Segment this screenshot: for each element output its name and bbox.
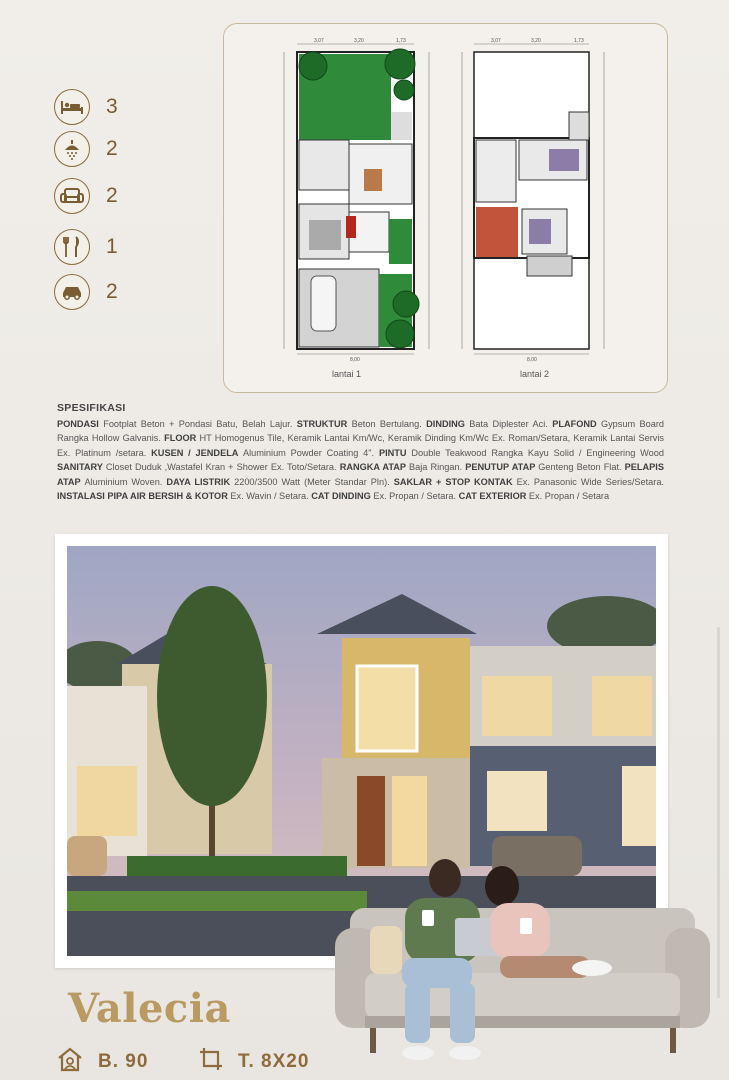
dining-count: 1 bbox=[106, 235, 118, 258]
spec-key: CAT DINDING bbox=[311, 491, 374, 502]
spec-key: KUSEN / JENDELA bbox=[151, 447, 243, 458]
feature-bedrooms bbox=[54, 89, 118, 125]
land-area-icon bbox=[198, 1046, 224, 1077]
land-size-label: T. 8X20 bbox=[238, 1050, 310, 1072]
spec-key: CAT EXTERIOR bbox=[458, 491, 529, 502]
spec-key: RANGKA ATAP bbox=[339, 462, 409, 473]
building-size bbox=[56, 1046, 148, 1077]
dim-label: 8,00 bbox=[350, 357, 360, 363]
spec-key: DAYA LISTRIK bbox=[166, 476, 235, 487]
spec-value: Beton Bertulang. bbox=[351, 419, 427, 429]
dim-label: 8,00 bbox=[527, 357, 537, 363]
dim-label: 1,73 bbox=[396, 38, 406, 44]
spec-value: Bata Diplester Aci. bbox=[469, 419, 553, 429]
spec-value: Baja Ringan. bbox=[408, 462, 466, 473]
bedroom-count: 3 bbox=[106, 95, 118, 118]
spec-key: PONDASI bbox=[57, 419, 104, 429]
dining-icon bbox=[54, 229, 90, 265]
carport-count: 2 bbox=[106, 280, 118, 303]
feature-bathrooms bbox=[54, 131, 118, 167]
spec-value: 2200/3500 Watt (Meter Standar Pln). bbox=[234, 476, 394, 487]
feature-dining bbox=[54, 229, 118, 265]
building-size-label: B. 90 bbox=[98, 1050, 149, 1072]
spec-value: Ex. Propan / Setara. bbox=[373, 491, 459, 502]
dim-label: 3,07 bbox=[314, 38, 324, 44]
spec-value: HT Homogenus Tile, Keramik Lantai Km/Wc, Keramik Dinding Km/Wc Ex. Roman/Setara, Keramik Lantai Servis Ex. Platinum /setara. bbox=[57, 433, 664, 458]
floor1-label: lantai 1 bbox=[332, 369, 362, 379]
bathroom-count: 2 bbox=[106, 137, 118, 160]
sofa-couple-image bbox=[330, 858, 715, 1073]
product-name: Valecia bbox=[68, 985, 231, 1032]
feature-living bbox=[54, 178, 118, 214]
sofa-icon bbox=[54, 178, 90, 214]
spec-value: Gypsum Board Rangka Hollow Galvanis. bbox=[57, 419, 664, 444]
spec-key: PLAFOND bbox=[552, 419, 601, 429]
shower-icon bbox=[54, 131, 90, 167]
spec-key: PINTU bbox=[378, 447, 412, 458]
feature-carport bbox=[54, 274, 118, 310]
spec-value: Ex. Panasonic Wide Series/Setara. bbox=[516, 476, 664, 487]
spec-value: Footplat Beton + Pondasi Batu, Belah Lajur. bbox=[103, 419, 297, 429]
spec-value: Ex. Wavin / Setara. bbox=[230, 491, 312, 502]
spec-key: PENUTUP ATAP bbox=[465, 462, 539, 473]
spec-key: DINDING bbox=[426, 419, 470, 429]
car-icon bbox=[54, 274, 90, 310]
land-size bbox=[198, 1046, 309, 1077]
spec-body bbox=[57, 417, 664, 503]
dim-label: 3,20 bbox=[354, 38, 364, 44]
dim-label: 3,07 bbox=[491, 38, 501, 44]
floor2-label: lantai 2 bbox=[520, 369, 550, 379]
spec-key: SAKLAR + STOP KONTAK bbox=[393, 476, 517, 487]
spec-value: Genteng Beton Flat. bbox=[538, 462, 625, 473]
spec-value: Aluminium Powder Coating 4". bbox=[242, 447, 379, 458]
spec-key: SANITARY bbox=[57, 462, 106, 473]
spec-value: Double Teakwood Rangka Kayu Solid / Engineering Wood bbox=[411, 447, 664, 458]
bed-icon bbox=[54, 89, 90, 125]
dim-label: 1,73 bbox=[574, 38, 584, 44]
spec-key: FLOOR bbox=[164, 433, 200, 444]
floorplan-card bbox=[223, 23, 668, 393]
floorplan-drawing bbox=[224, 24, 669, 394]
spec-key: STRUKTUR bbox=[296, 419, 352, 429]
spec-key: INSTALASI PIPA AIR BERSIH & KOTOR bbox=[57, 491, 231, 502]
spec-key: PELAPIS ATAP bbox=[57, 462, 664, 487]
scrollbar[interactable] bbox=[717, 627, 720, 998]
living-count: 2 bbox=[106, 184, 118, 207]
dim-label: 3,20 bbox=[531, 38, 541, 44]
spec-value: Closet Duduk ,Wastafel Kran + Shower Ex. Toto/Setara. bbox=[105, 462, 340, 473]
spec-value: Ex. Propan / Setara bbox=[528, 491, 610, 502]
spec-value: Aluminium Woven. bbox=[84, 476, 167, 487]
spec-title: SPESIFIKASI bbox=[57, 402, 126, 414]
house-icon bbox=[56, 1046, 84, 1077]
